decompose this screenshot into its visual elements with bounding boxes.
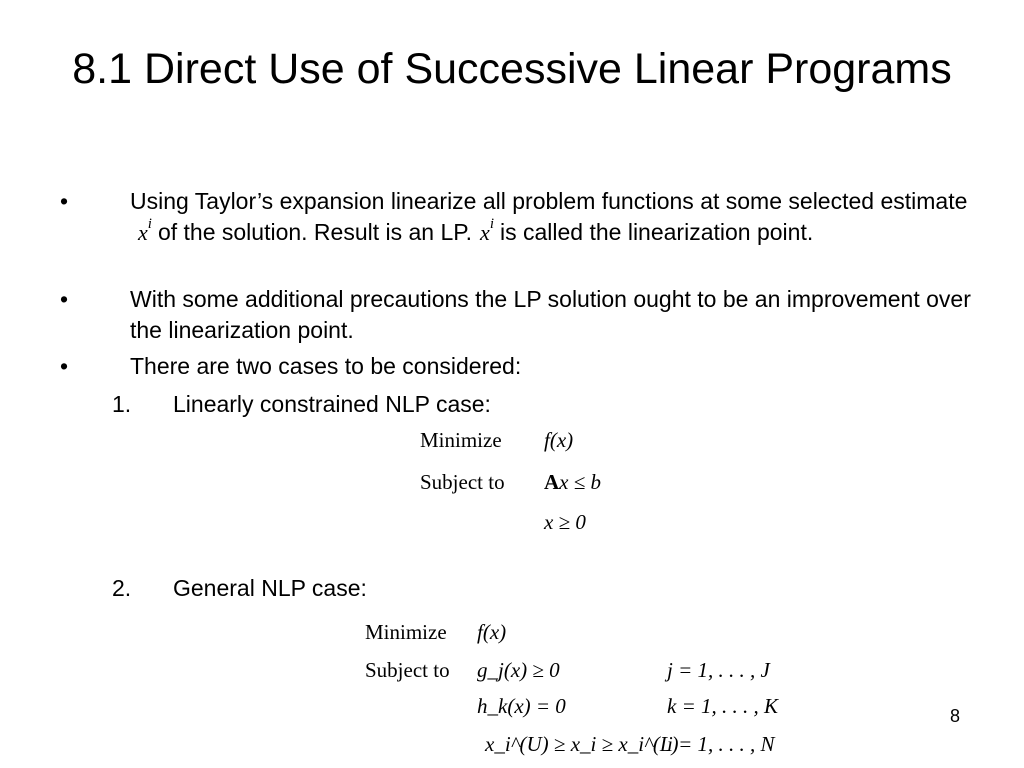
bullet-symbol: • [60, 286, 69, 312]
bullet-item [60, 284, 980, 346]
subject-to-label: Subject to [365, 658, 450, 682]
constraint-ax-b: Ax ≤ b [544, 470, 602, 494]
page-number: 8 [950, 706, 961, 726]
objective: f(x) [544, 428, 574, 452]
bullet-text-part1: Using Taylor’s expansion linearize all problem functions at some selected estimate [130, 188, 968, 214]
bullet-symbol: • [60, 353, 69, 379]
bullet-text-part2: of the solution. Result is an LP. [157, 219, 473, 245]
equality-constraint: h_k(x) = 0 [477, 694, 566, 718]
slide-title: 8.1 Direct Use of Successive Linear Programs [72, 45, 952, 93]
bullet-text: With some additional precautions the LP solution ought to be an improvement over the linearization point. [130, 286, 971, 343]
bullet-item [60, 351, 980, 382]
objective: f(x) [477, 620, 507, 644]
minimize-label: Minimize [365, 620, 447, 644]
numbered-item [112, 389, 972, 420]
minimize-label: Minimize [420, 428, 502, 452]
bullet-item [60, 186, 980, 279]
xi-symbol: $x^i$ [480, 215, 494, 245]
bullet-text-part3: is called the linearization point. [499, 219, 814, 245]
equality-range: k = 1, . . . , K [667, 694, 778, 718]
item-number: 1. [112, 391, 132, 417]
bound-constraint: x_i^(U) ≥ x_i ≥ x_i^(L) [485, 732, 679, 756]
numbered-item [112, 573, 972, 604]
subject-to-label: Subject to [420, 470, 505, 494]
bullet-text [130, 186, 980, 248]
constraint-nonneg: x ≥ 0 [544, 510, 586, 534]
xi-symbol: $x^i$ [138, 215, 152, 245]
inequality-range: j = 1, . . . , J [667, 658, 770, 682]
formulation-general [365, 620, 815, 760]
bullet-text: There are two cases to be considered: [130, 353, 522, 379]
bullet-symbol: • [60, 188, 69, 214]
inequality-constraint: g_j(x) ≥ 0 [477, 658, 560, 682]
item-label: General NLP case: [173, 575, 367, 601]
bound-range: i = 1, . . . , N [667, 732, 775, 756]
item-label: Linearly constrained NLP case: [173, 391, 491, 417]
formulation-linear [420, 428, 650, 543]
item-number: 2. [112, 575, 132, 601]
